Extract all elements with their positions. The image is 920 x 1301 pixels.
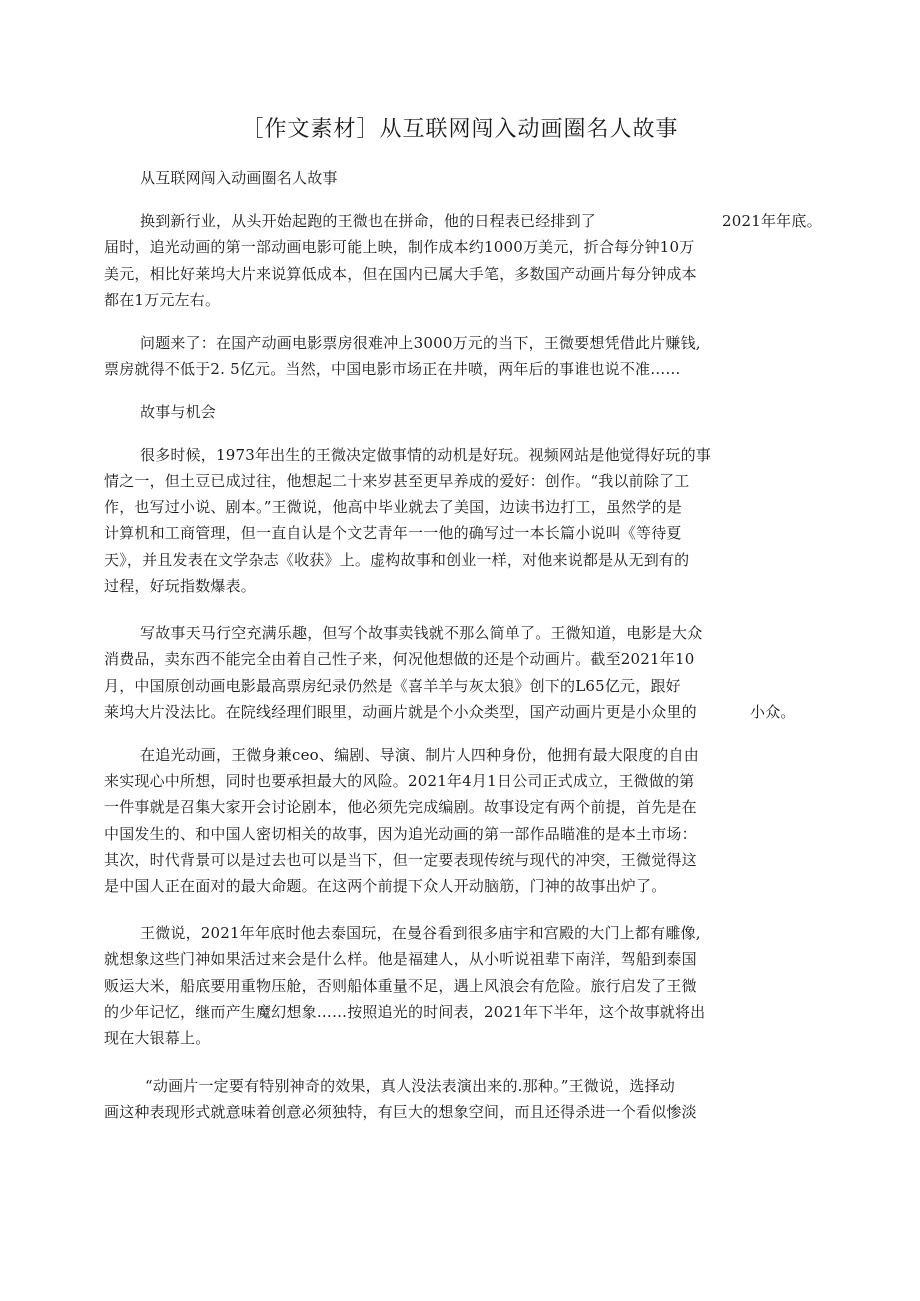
paragraph-line: 计算机和工商管理，但一直自认是个文艺青年一一他的确写过一本长篇小说叫《等待夏 [104,524,682,542]
paragraph-line: 其次，时代背景可以是过去也可以是当下，但一定要表现传统与现代的冲突，王微觉得这 [104,851,697,869]
paragraph-line: 是中国人正在面对的最大命题。在这两个前提下众人开动脑筋，门神的故事出炉了。 [104,877,667,895]
paragraph-line: 来实现心中所想，同时也要承担最大的风险。2021年4月1日公司正式成立，王微做的第 [104,772,695,790]
paragraph-line: 2021年年底。 [722,212,822,230]
paragraph-line: 莱坞大片没法比。在院线经理们眼里，动画片就是个小众类型，国产动画片更是小众里的 [104,703,697,721]
paragraph-line: 情之一，但土豆已成过往，他想起二十来岁甚至更早养成的爱好：创作。“我以前除了工 [104,472,690,490]
paragraph-line: 小众。 [750,703,796,721]
paragraph-line: 票房就得不低于2. 5亿元。当然，中国电影市场正在井喷，两年后的事谁也说不准…… [104,360,681,378]
paragraph-line: 换到新行业，从头开始起跑的王微也在拼命，他的日程表已经排到了 [140,212,597,230]
paragraph-line: 的少年记忆，继而产生魔幻想象……按照追光的时间表，2021年下半年，这个故事就将出 [104,1003,706,1021]
paragraph-line: 届时，追光动画的第一部动画电影可能上映，制作成本约1000万美元，折合每分钟10万 [104,238,695,256]
subtitle: 从互联网闯入动画圈名人故事 [140,169,338,187]
paragraph-line: 都在1万元左右。 [104,291,221,309]
paragraph-line: 写故事天马行空充满乐趣，但写个故事卖钱就不那么简单了。王微知道，电影是大众 [140,624,703,642]
paragraph-line: 一件事就是召集大家开会讨论剧本，他必须先完成编剧。故事设定有两个前提，首先是在 [104,798,697,816]
paragraph-line: 就想象这些门神如果活过来会是什么样。他是福建人，从小听说祖辈下南洋，驾船到泰国 [104,950,697,968]
paragraph-line: 在追光动画，王微身兼ceo、编剧、导演、制片人四种身份，他拥有最大限度的自由 [140,746,699,764]
paragraph-line: 作，也写过小说、剧本。”王微说，他高中毕业就去了美国，边读书边打工，虽然学的是 [104,498,682,516]
paragraph-line: 消费品，卖东西不能完全由着自己性子来，何况他想做的还是个动画片。截至2021年10 [104,650,695,668]
paragraph-line: 贩运大米，船底要用重物压舱，否则船体重量不足，遇上风浪会有危险。旅行启发了王微 [104,977,697,995]
paragraph-line: 王微说，2021年年底时他去泰国玩，在曼谷看到很多庙宇和宫殿的大门上都有雕像, [140,924,701,942]
paragraph-line: 中国发生的、和中国人密切相关的故事，因为追光动画的第一部作品瞄准的是本土市场： [104,825,697,843]
section-heading: 故事与机会 [140,403,217,421]
paragraph-line: “动画片一定要有特别神奇的效果，真人没法表演出来的.那种。”王微说，选择动 [145,1077,676,1095]
document-title: ［作文素材］从互联网闯入动画圈名人故事 [241,117,679,142]
paragraph-line: 问题来了：在国产动画电影票房很难冲上3000万元的当下，王微要想凭借此片赚钱, [140,334,701,352]
paragraph-line: 美元，相比好莱坞大片来说算低成本，但在国内已属大手笔，多数国产动画片每分钟成本 [104,265,697,283]
paragraph-line: 月，中国原创动画电影最高票房纪录仍然是《喜羊羊与灰太狼》创下的L65亿元，跟好 [104,677,681,695]
paragraph-line: 很多时候，1973年出生的王微决定做事情的动机是好玩。视频网站是他觉得好玩的事 [140,446,711,464]
paragraph-line: 画这种表现形式就意味着创意必须独特，有巨大的想象空间，而且还得杀进一个看似惨淡 [104,1103,697,1121]
paragraph-line: 现在大银幕上。 [104,1029,211,1047]
paragraph-line: 天》，并且发表在文学杂志《收获》上。虚构故事和创业一样，对他来说都是从无到有的 [104,551,690,569]
paragraph-line: 过程，好玩指数爆表。 [104,577,257,595]
